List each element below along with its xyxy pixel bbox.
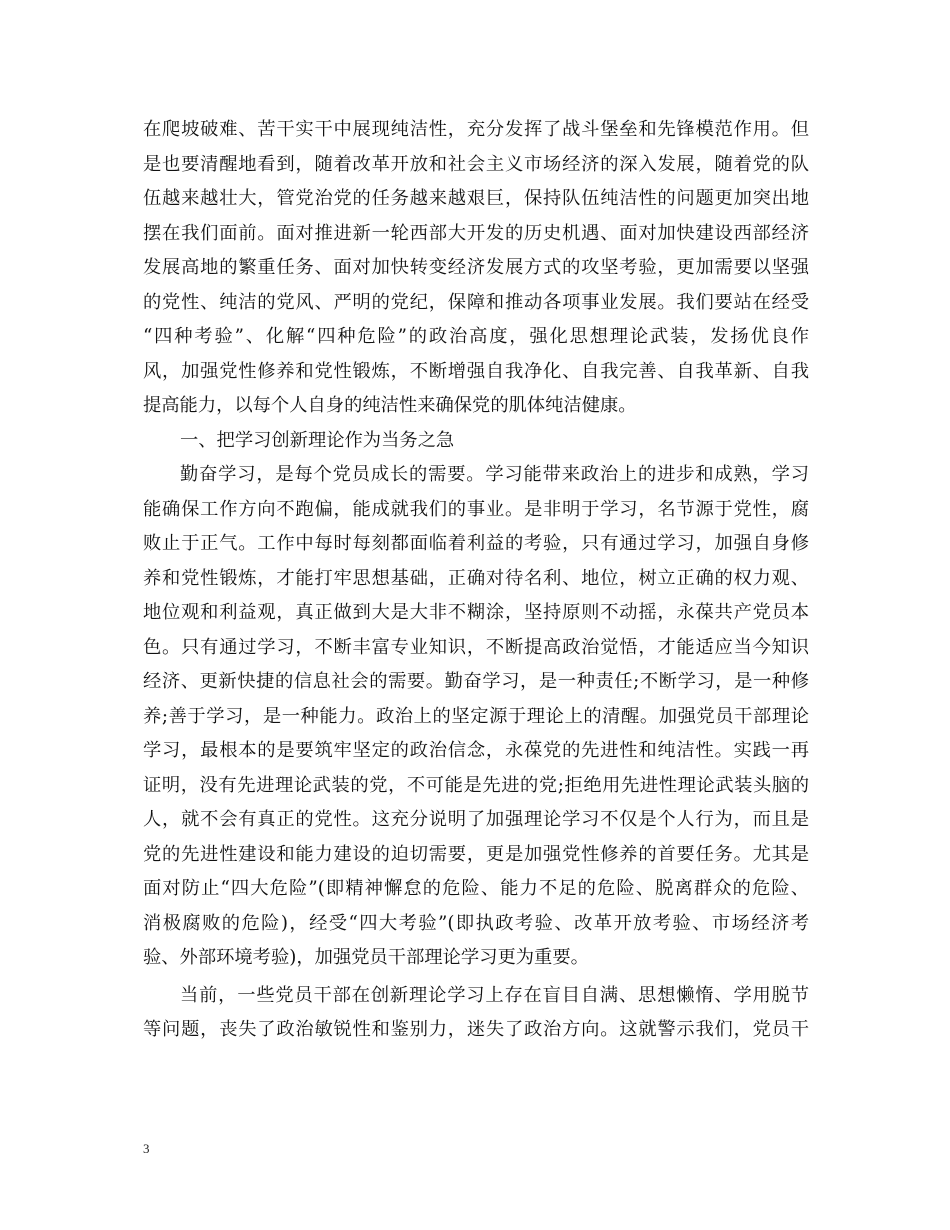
text-line: 色。只有通过学习，不断丰富专业知识，不断提高政治觉悟，才能适应当今知识 — [143, 636, 809, 658]
text-line: 在爬坡破难、苦干实干中展现纯洁性，充分发挥了战斗堡垒和先锋模范作用。但 — [143, 119, 809, 140]
page-number: 3 — [143, 1141, 150, 1156]
body-text — [143, 113, 809, 1048]
text-line: 养;善于学习，是一种能力。政治上的坚定源于理论上的清醒。加强党员干部理论 — [143, 705, 809, 727]
text-line: 伍越来越壮大，管党治党的任务越来越艰巨，保持队伍纯洁性的问题更加突出地 — [143, 188, 809, 209]
text-line: 地位观和利益观，真正做到大是大非不糊涂，坚持原则不动摇，永葆共产党员本 — [143, 602, 809, 623]
text-line: 发展高地的繁重任务、面对加快转变经济发展方式的攻坚考验，更加需要以坚强 — [143, 257, 809, 278]
text-line: 面对防止“四大危险”(即精神懈怠的危险、能力不足的危险、脱离群众的危险、 — [143, 878, 809, 899]
text-line: 验、外部环境考验)，加强党员干部理论学习更为重要。 — [143, 947, 589, 968]
text-line: 养和党性锻炼，才能打牢思想基础，正确对待名利、地位，树立正确的权力观、 — [143, 567, 809, 589]
text-line: 的党性、纯洁的党风、严明的党纪，保障和推动各项事业发展。我们要站在经受 — [143, 291, 809, 313]
text-line: 学习，最根本的是要筑牢坚定的政治信念，永葆党的先进性和纯洁性。实践一再 — [143, 740, 809, 761]
text-line: 证明，没有先进理论武装的党，不可能是先进的党;拒绝用先进性理论武装头脑的 — [143, 774, 809, 796]
text-line: 能确保工作方向不跑偏，能成就我们的事业。是非明于学习，名节源于党性，腐 — [143, 498, 809, 520]
section-heading: 一、把学习创新理论作为当务之急 — [180, 429, 455, 451]
text-line: 是也要清醒地看到，随着改革开放和社会主义市场经济的深入发展，随着党的队 — [143, 153, 809, 175]
text-line: 摆在我们面前。面对推进新一轮西部大开发的历史机遇、面对加快建设西部经济 — [143, 222, 809, 244]
text-line: 风，加强党性修养和党性锻炼，不断增强自我净化、自我完善、自我革新、自我 — [143, 360, 809, 382]
text-line: 提高能力，以每个人自身的纯洁性来确保党的肌体纯洁健康。 — [143, 395, 637, 416]
text-line: 经济、更新快捷的信息社会的需要。勤奋学习，是一种责任;不断学习，是一种修 — [143, 671, 809, 692]
text-line: 人，就不会有真正的党性。这充分说明了加强理论学习不仅是个人行为，而且是 — [143, 809, 809, 830]
text-line: 消极腐败的危险)，经受“四大考验”(即执政考验、改革开放考验、市场经济考 — [143, 912, 809, 934]
text-line: 勤奋学习，是每个党员成长的需要。学习能带来政治上的进步和成熟，学习 — [180, 464, 809, 485]
text-line: “四种考验”、化解“四种危险”的政治高度，强化思想理论武装，发扬优良作 — [143, 326, 809, 347]
text-line: 败止于正气。工作中每时每刻都面临着利益的考验，只有通过学习，加强自身修 — [143, 533, 809, 554]
text-line: 党的先进性建设和能力建设的迫切需要，更是加强党性修养的首要任务。尤其是 — [143, 843, 809, 865]
text-line: 等问题，丧失了政治敏锐性和鉴别力，迷失了政治方向。这就警示我们，党员干 — [143, 1019, 809, 1040]
text-line: 当前，一些党员干部在创新理论学习上存在盲目自满、思想懒惰、学用脱节 — [180, 984, 809, 1006]
